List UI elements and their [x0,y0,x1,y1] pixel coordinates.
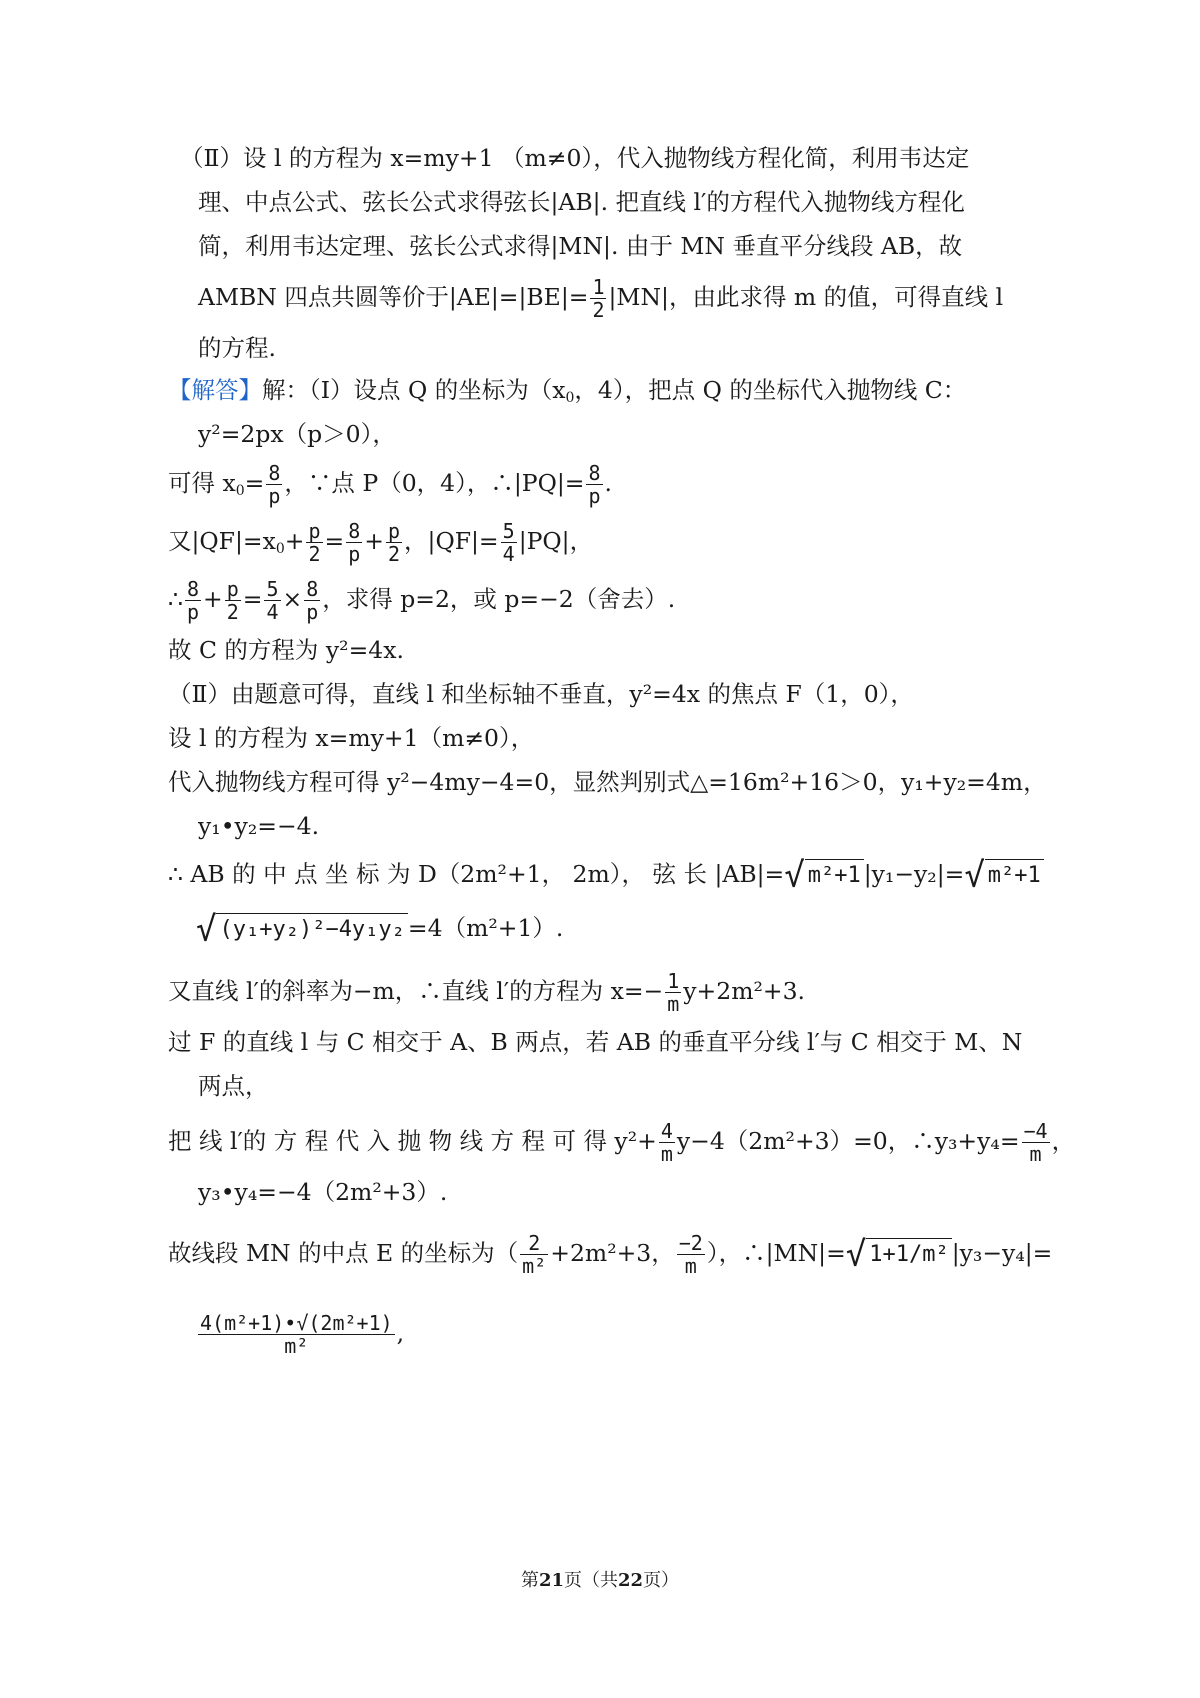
square-root [845,1234,952,1275]
fraction-denominator: 2 [592,298,605,322]
text: 又|QF|=x [168,527,276,555]
radicand: 1+1/m² [866,1238,951,1271]
text: ，∵点 P（0，4），∴|PQ|= [284,469,585,497]
text: 故线段 MN 的中点 E 的坐标为（ [168,1239,519,1267]
fraction-numerator: 5 [266,577,279,601]
solution-line-6: 故 C 的方程为 y²=4x. [168,636,404,664]
fraction [665,970,681,1015]
fraction-numerator: 8 [306,577,319,601]
fraction-denominator: 2 [387,542,401,566]
text: + [284,527,305,555]
text: |PQ|， [518,527,594,555]
analysis-line-4-text-a: AMBN 四点共圆等价于|AE|=|BE|= [198,283,589,311]
text: + [203,585,223,613]
fraction [386,520,402,565]
solution-line-11 [168,855,1044,896]
text: 可得 x [168,469,236,497]
fraction-numerator: 4(m²+1)•√(2m²+1) [200,1311,393,1335]
text: =4（m²+1）. [407,914,564,942]
fraction [586,462,602,507]
fraction-numerator: 8 [268,461,281,485]
fraction-denominator: 2 [308,542,321,566]
fraction-denominator: m [660,1142,673,1166]
fraction [185,578,201,623]
text: ），∴|MN|= [706,1239,846,1267]
solution-line-17: y₃•y₄=−4（2m²+3）. [198,1178,448,1206]
fraction-numerator: 5 [502,519,515,543]
fraction-numerator: p [387,519,401,543]
text: ∴ AB 的 中 点 坐 标 为 D（2m²+1， 2m）， 弦 长 |AB|= [168,860,785,888]
fraction [304,578,320,623]
solution-line-3 [168,462,612,507]
solution-line-10: y₁•y₂=−4. [198,812,320,840]
text: × [282,585,303,613]
radical-sign: √ [845,1234,867,1275]
text: y+2m²+3. [683,977,806,1005]
text: |y₃−y₄|= [951,1239,1053,1267]
solution-tag: 【解答】 [168,376,262,404]
solution-line-18 [168,1232,1052,1277]
page-footer [0,1566,1200,1592]
radical-sign: √ [964,855,985,896]
solution-line-19 [196,1312,404,1357]
solution-line-5 [168,578,675,623]
text: +2m²+3， [550,1239,675,1267]
radicand: m²+1 [985,859,1044,892]
fraction-denominator: 4 [266,600,279,624]
footer-text: 页（共 [564,1570,618,1591]
fraction [1022,1120,1050,1165]
footer-text: 页） [643,1570,680,1591]
page-number: 21 [538,1570,564,1591]
analysis-line-4 [198,276,1003,321]
solution-line-8: 设 l 的方程为 x=my+1（m≠0）， [168,724,535,752]
fraction-numerator: p [308,519,321,543]
fraction-numerator: −2 [678,1231,703,1255]
fraction [659,1120,675,1165]
text: ，求得 p=2，或 p=−2（舍去）. [322,585,676,613]
solution-line-12 [196,909,564,950]
fraction-mn-length [198,1312,395,1357]
fraction-numerator: 2 [520,1232,548,1255]
text: + [364,527,384,555]
radicand: (y₁+y₂)²−4y₁y₂ [216,913,407,946]
fraction [266,462,282,507]
text: 又直线 l′的斜率为−m，∴直线 l′的方程为 x=− [168,977,664,1005]
square-root [964,855,1043,896]
fraction [264,578,280,623]
text: , [396,1319,405,1347]
fraction-denominator: 4 [502,542,515,566]
radicand: m²+1 [805,859,864,892]
subscript: 0 [275,541,285,557]
solution-line-7: （Ⅱ）由题意可得，直线 l 和坐标轴不垂直，y²=4x 的焦点 F（1，0）， [168,680,914,708]
fraction [677,1232,705,1277]
analysis-line-5: 的方程. [198,334,276,362]
fraction-numerator: p [226,577,239,601]
fraction-denominator: m² [284,1334,309,1358]
solution-intro-text-b: ，4），把点 Q 的坐标代入抛物线 C： [574,376,967,404]
fraction [346,520,362,565]
fraction [520,1232,548,1277]
fraction-half [590,276,606,321]
fraction-numerator: 8 [348,519,361,543]
text: = [324,527,345,555]
subscript: 0 [565,390,575,406]
parabola-equation: y²=2px（p＞0）， [198,420,396,448]
solution-line-4 [168,520,593,565]
fraction-denominator: p [588,484,601,508]
text: ，|QF|= [404,527,499,555]
text: y−4（2m²+3）=0，∴y₃+y₄= [676,1127,1020,1155]
text: 把 线 l′的 方 程 代 入 抛 物 线 方 程 可 得 y²+ [168,1127,657,1155]
fraction-numerator: 4 [660,1119,673,1143]
text: . [604,469,612,497]
analysis-line-4-text-b: |MN|，由此求得 m 的值，可得直线 l [608,283,1004,311]
fraction-denominator: p [306,600,319,624]
text: ， [1051,1127,1076,1155]
total-pages: 22 [618,1570,644,1591]
fraction-numerator: −4 [1023,1119,1048,1143]
fraction-denominator: p [268,484,281,508]
fraction-numerator: 8 [186,577,199,601]
radical-sign: √ [784,855,805,896]
text: = [242,585,263,613]
fraction-numerator: 1 [592,275,605,299]
text: ∴ [168,585,183,613]
fraction-denominator: 2 [226,600,239,624]
fraction [225,578,241,623]
subscript: 0 [235,483,245,499]
solution-line-15: 两点， [198,1072,269,1100]
square-root [196,909,408,950]
fraction-denominator: m [684,1254,697,1278]
fraction [501,520,517,565]
analysis-line-3: 简，利用韦达定理、弦长公式求得|MN|. 由于 MN 垂直平分线段 AB，故 [198,232,963,260]
analysis-line-2: 理、中点公式、弦长公式求得弦长|AB|. 把直线 l′的方程代入抛物线方程化 [198,188,965,216]
fraction-denominator: p [348,542,361,566]
fraction [306,520,322,565]
text: = [244,469,265,497]
solution-line-14: 过 F 的直线 l 与 C 相交于 A、B 两点，若 AB 的垂直平分线 l′与 C 相交于 M、N [168,1028,1023,1056]
text: |y₁−y₂|= [863,860,965,888]
solution-intro-text: 解：（Ⅰ）设点 Q 的坐标为（x [262,376,566,404]
radical-sign: √ [196,909,217,950]
square-root [784,855,863,896]
solution-line-13 [168,970,805,1015]
fraction-denominator: m [1029,1142,1042,1166]
solution-line-9: 代入抛物线方程可得 y²−4my−4=0，显然判别式△=16m²+16＞0，y₁+y₂=4m， [168,768,1047,796]
fraction-denominator: m [667,992,680,1016]
fraction-numerator: 8 [588,461,601,485]
footer-text: 第 [520,1570,539,1591]
solution-intro [168,374,966,406]
solution-line-16 [168,1120,1075,1165]
analysis-line-1: （Ⅱ）设 l 的方程为 x=my+1 （m≠0），代入抛物线方程化简，利用韦达定 [180,144,970,172]
fraction-denominator: p [186,600,199,624]
fraction-numerator: 1 [667,969,680,993]
fraction-denominator: m² [522,1254,547,1278]
